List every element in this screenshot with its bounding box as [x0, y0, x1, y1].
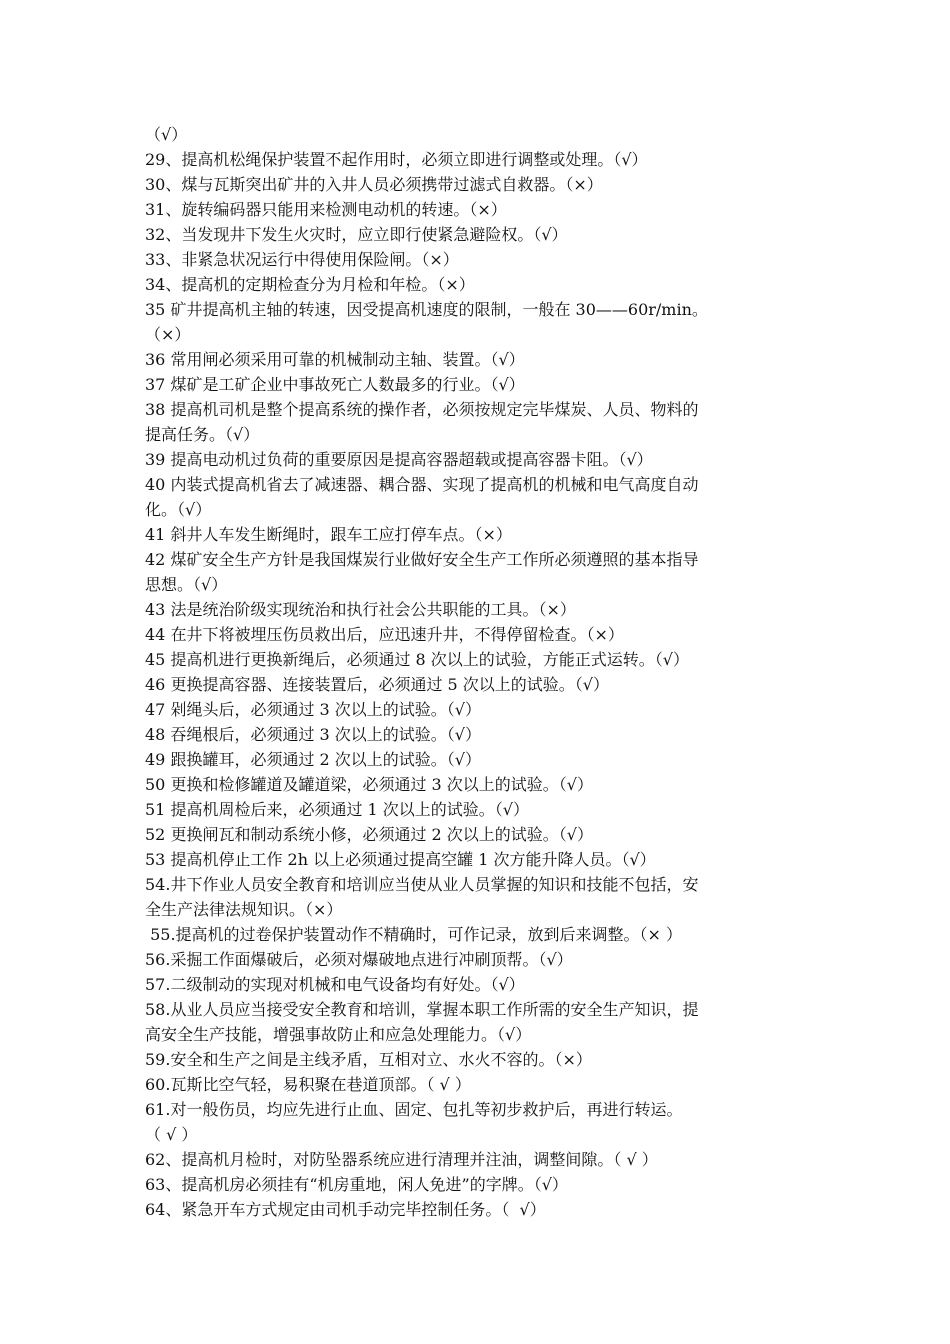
text-line: 63、提高机房必须挂有“机房重地，闲人免进”的字牌。（√）	[145, 1175, 568, 1194]
text-line: 60.瓦斯比空气轻，易积聚在巷道顶部。（ √ ）	[145, 1075, 471, 1094]
text-line: 29、提高机松绳保护装置不起作用时，必须立即进行调整或处理。（√）	[145, 150, 648, 169]
question-list	[145, 122, 815, 1222]
text-line: 30、煤与瓦斯突出矿井的入井人员必须携带过滤式自救器。（×）	[145, 175, 603, 194]
text-line: 45 提高机进行更换新绳后，必须通过 8 次以上的试验，方能正式运转。（√）	[145, 650, 689, 669]
text-line: 52 更换闸瓦和制动系统小修，必须通过 2 次以上的试验。（√）	[145, 825, 593, 844]
text-line: 58.从业人员应当接受安全教育和培训，掌握本职工作所需的安全生产知识，提	[145, 1000, 699, 1019]
text-line: 提高任务。（√）	[145, 425, 260, 444]
text-line: 全生产法律法规知识。（×）	[145, 900, 343, 919]
text-line: 33、非紧急状况运行中得使用保险闸。（×）	[145, 250, 459, 269]
text-line: 36 常用闸必须采用可靠的机械制动主轴、装置。（√）	[145, 350, 525, 369]
text-line: 64、紧急开车方式规定由司机手动完毕控制任务。（ √）	[145, 1200, 546, 1219]
text-line: 48 吞绳根后，必须通过 3 次以上的试验。（√）	[145, 725, 481, 744]
text-line: 41 斜井人车发生断绳时，跟车工应打停车点。（×）	[145, 525, 512, 544]
text-line: 32、当发现井下发生火灾时，应立即行使紧急避险权。（√）	[145, 225, 568, 244]
text-line: 35 矿井提高机主轴的转速，因受提高机速度的限制，一般在 30——60r/min。	[145, 300, 708, 319]
text-line: 46 更换提高容器、连接装置后，必须通过 5 次以上的试验。（√）	[145, 675, 609, 694]
text-line: 54.井下作业人员安全教育和培训应当使从业人员掌握的知识和技能不包括，安	[145, 875, 699, 894]
text-line: 37 煤矿是工矿企业中事故死亡人数最多的行业。（√）	[145, 375, 525, 394]
text-line: 57.二级制动的实现对机械和电气设备均有好处。（√）	[145, 975, 525, 994]
text-line: 47 剁绳头后，必须通过 3 次以上的试验。（√）	[145, 700, 481, 719]
text-line: 40 内装式提高机省去了减速器、耦合器、实现了提高机的机械和电气高度自动	[145, 475, 699, 494]
text-line: 42 煤矿安全生产方针是我国煤炭行业做好安全生产工作所必须遵照的基本指导	[145, 550, 699, 569]
text-line: 61.对一般伤员，均应先进行止血、固定、包扎等初步救护后，再进行转运。	[145, 1100, 683, 1119]
text-line: 38 提高机司机是整个提高系统的操作者，必须按规定完毕煤炭、人员、物料的	[145, 400, 699, 419]
text-line: 31、旋转编码器只能用来检测电动机的转速。（×）	[145, 200, 507, 219]
text-line: 56.采掘工作面爆破后，必须对爆破地点进行冲刷顶帮。（√）	[145, 950, 573, 969]
text-line: 53 提高机停止工作 2h 以上必须通过提高空罐 1 次方能升降人员。（√）	[145, 850, 656, 869]
text-line: 49 跟换罐耳，必须通过 2 次以上的试验。（√）	[145, 750, 481, 769]
text-line: 高安全生产技能，增强事故防止和应急处理能力。（√）	[145, 1025, 532, 1044]
text-line: 50 更换和检修罐道及罐道梁，必须通过 3 次以上的试验。（√）	[145, 775, 593, 794]
text-line: （ √ ）	[145, 1125, 198, 1144]
text-line: 55.提高机的过卷保护装置动作不精确时，可作记录，放到后来调整。（× ）	[145, 925, 683, 944]
text-line: 43 法是统治阶级实现统治和执行社会公共职能的工具。（×）	[145, 600, 576, 619]
text-line: 34、提高机的定期检查分为月检和年检。（×）	[145, 275, 475, 294]
text-line: 39 提高电动机过负荷的重要原因是提高容器超载或提高容器卡阻。（√）	[145, 450, 653, 469]
text-line: 51 提高机周检后来，必须通过 1 次以上的试验。（√）	[145, 800, 529, 819]
text-line: 44 在井下将被埋压伤员救出后，应迅速升井，不得停留检查。（×）	[145, 625, 624, 644]
text-line: 62、提高机月检时，对防坠器系统应进行清理并注油，调整间隙。（ √ ）	[145, 1150, 658, 1169]
text-line: 思想。（√）	[145, 575, 228, 594]
text-line: （×）	[145, 325, 191, 344]
text-line: 59.安全和生产之间是主线矛盾，互相对立、水火不容的。（×）	[145, 1050, 592, 1069]
text-line: 化。（√）	[145, 500, 212, 519]
text-line: （√）	[145, 125, 188, 144]
